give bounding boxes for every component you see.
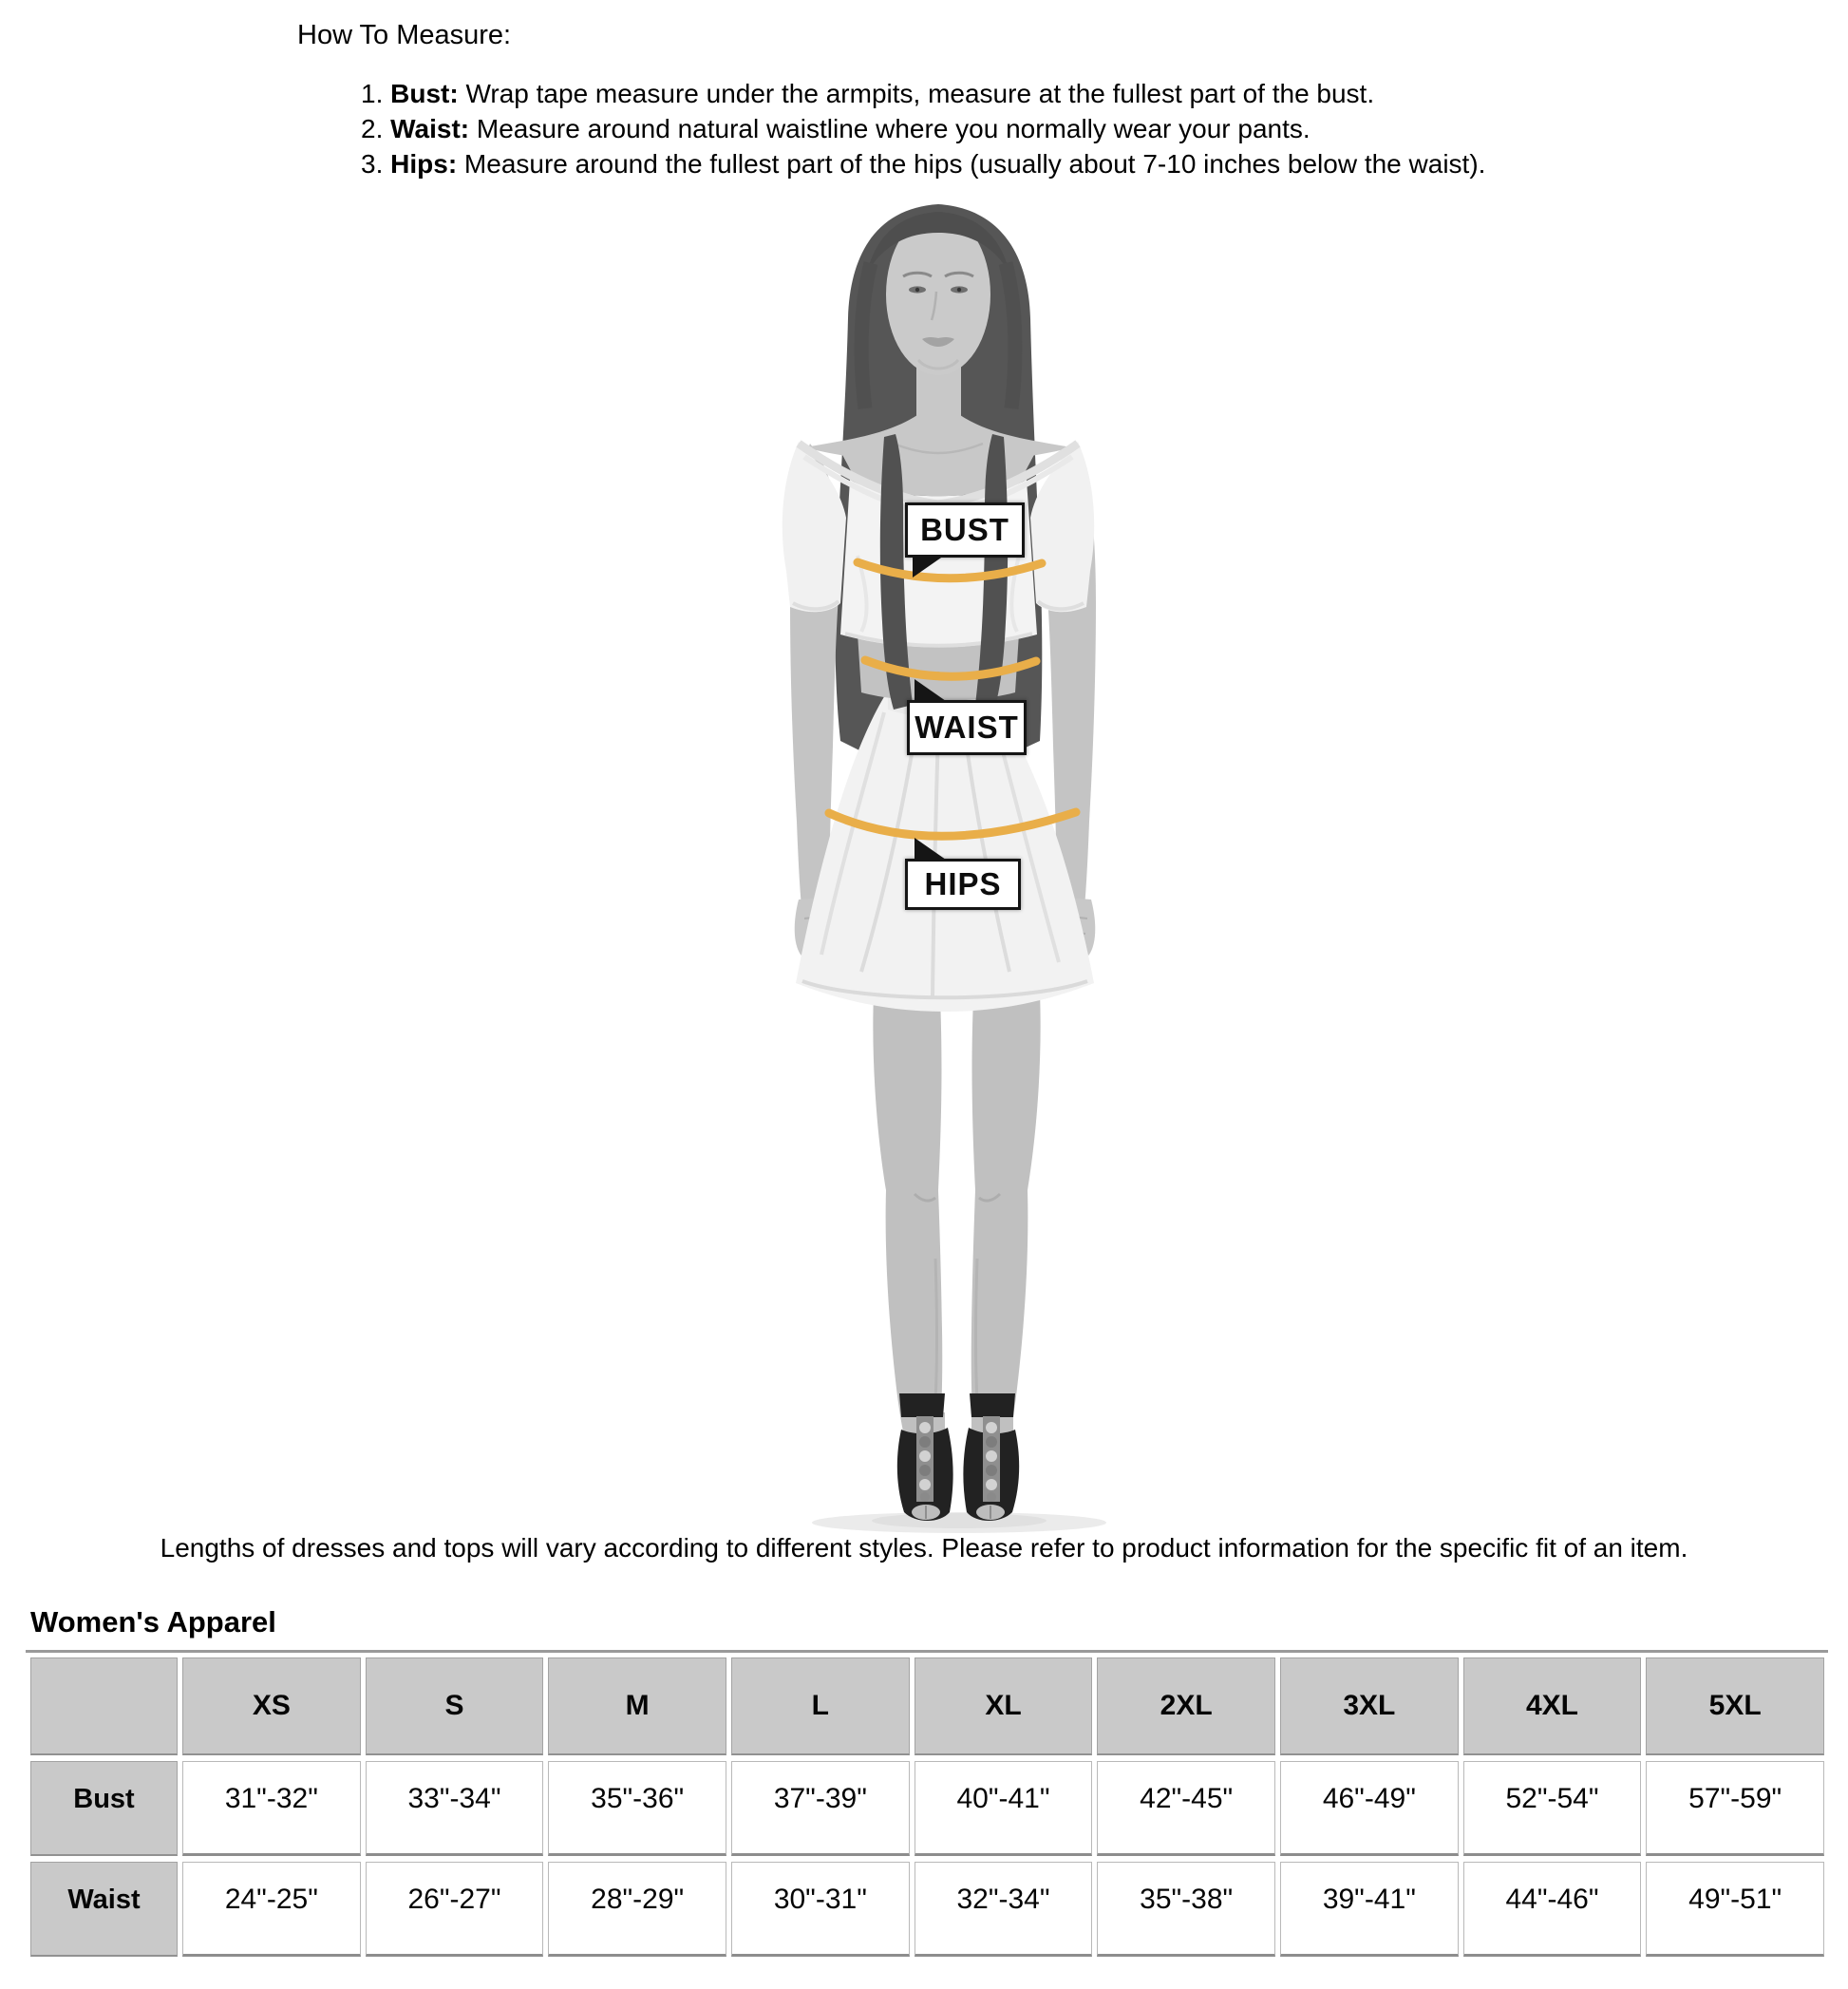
size-column-header-xl: XL <box>915 1658 1093 1755</box>
step-text: Measure around natural waistline where you normally wear your pants. <box>476 114 1311 143</box>
bust-value-m: 35"-36" <box>548 1761 726 1856</box>
waist-value-l: 30"-31" <box>731 1862 910 1957</box>
bust-value-xl: 40"-41" <box>915 1761 1093 1856</box>
bust-label: BUST <box>905 502 1025 558</box>
step-number: 1. <box>361 79 384 108</box>
size-column-header-5xl: 5XL <box>1646 1658 1824 1755</box>
bust-value-l: 37"-39" <box>731 1761 910 1856</box>
step-label: Bust: <box>390 79 459 108</box>
fit-note: Lengths of dresses and tops will vary according to different styles. Please refer to product information for the specific fit of an item. <box>160 1533 1688 1563</box>
size-column-header-m: M <box>548 1658 726 1755</box>
waist-value-2xl: 35"-38" <box>1097 1862 1275 1957</box>
size-column-header-2xl: 2XL <box>1097 1658 1275 1755</box>
measure-step-bust <box>361 76 1485 111</box>
shoes <box>897 1393 1019 1521</box>
waist-value-4xl: 44"-46" <box>1463 1862 1642 1957</box>
waist-pointer-icon <box>915 679 946 701</box>
size-chart-table <box>26 1650 1828 1961</box>
waist-value-xl: 32"-34" <box>915 1862 1093 1957</box>
waist-value-xs: 24"-25" <box>182 1862 361 1957</box>
bust-pointer-icon <box>913 556 944 578</box>
hips-pointer-icon <box>915 838 946 860</box>
bust-row-label: Bust <box>30 1761 178 1856</box>
measure-step-waist <box>361 111 1485 146</box>
bust-value-2xl: 42"-45" <box>1097 1761 1275 1856</box>
step-text: Measure around the fullest part of the hips (usually about 7-10 inches below the waist). <box>463 149 1486 179</box>
measurement-model-figure <box>698 195 1192 1534</box>
measure-steps-list <box>361 76 1485 181</box>
waist-row-label: Waist <box>30 1862 178 1957</box>
step-text: Wrap tape measure under the armpits, measure at the fullest part of the bust. <box>465 79 1375 108</box>
size-column-header-3xl: 3XL <box>1280 1658 1459 1755</box>
size-chart-heading: Women's Apparel <box>30 1605 276 1639</box>
bust-value-xs: 31"-32" <box>182 1761 361 1856</box>
bust-value-4xl: 52"-54" <box>1463 1761 1642 1856</box>
ground-shadow <box>812 1512 1106 1533</box>
how-to-measure-title: How To Measure: <box>297 20 512 50</box>
size-column-header-l: L <box>731 1658 910 1755</box>
bust-value-s: 33"-34" <box>366 1761 544 1856</box>
waist-value-3xl: 39"-41" <box>1280 1862 1459 1957</box>
step-label: Waist: <box>390 114 470 143</box>
bust-value-5xl: 57"-59" <box>1646 1761 1824 1856</box>
measure-step-hips <box>361 146 1485 181</box>
size-chart-corner-cell <box>30 1658 178 1755</box>
size-column-header-4xl: 4XL <box>1463 1658 1642 1755</box>
step-number: 2. <box>361 114 384 143</box>
waist-value-5xl: 49"-51" <box>1646 1862 1824 1957</box>
hips-label: HIPS <box>905 859 1021 910</box>
size-column-header-xs: XS <box>182 1658 361 1755</box>
step-number: 3. <box>361 149 384 179</box>
legs <box>873 993 1040 1447</box>
bust-value-3xl: 46"-49" <box>1280 1761 1459 1856</box>
waist-value-s: 26"-27" <box>366 1862 544 1957</box>
size-column-header-s: S <box>366 1658 544 1755</box>
waist-value-m: 28"-29" <box>548 1862 726 1957</box>
waist-label: WAIST <box>907 700 1027 755</box>
step-label: Hips: <box>390 149 458 179</box>
